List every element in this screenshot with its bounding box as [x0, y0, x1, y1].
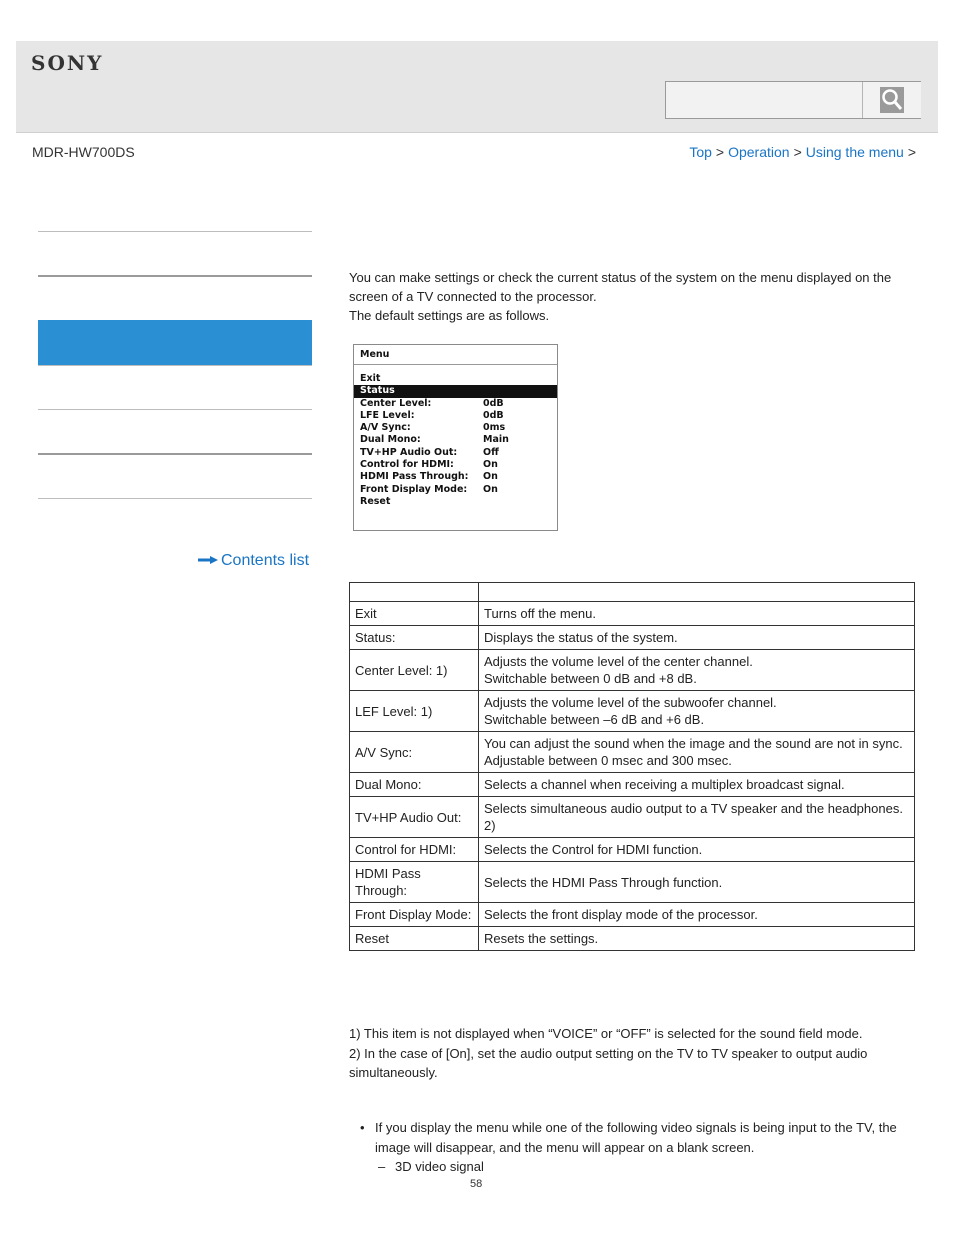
sidebar-item[interactable] [38, 275, 312, 320]
menu-screen-row: LFE Level: 0dB [360, 409, 504, 421]
table-row [350, 927, 915, 951]
note-subitem [375, 1157, 915, 1177]
menu-screen-divider [354, 364, 557, 365]
table-cell-description: Resets the settings. [479, 927, 915, 951]
table-row [350, 862, 915, 903]
menu-screen-row: Exit [360, 373, 381, 384]
sidebar-item[interactable] [38, 453, 312, 498]
table-row [350, 797, 915, 838]
sidebar-item[interactable] [38, 365, 312, 409]
sidebar-item-active[interactable] [38, 320, 312, 365]
menu-screen-row: Dual Mono: Main [360, 434, 509, 446]
note-bullet-item [360, 1118, 915, 1177]
site-header [16, 41, 938, 133]
menu-screen-row: Front Display Mode: On [360, 483, 498, 495]
sidebar-divider [38, 498, 312, 499]
search-box [665, 81, 921, 119]
intro-defaults: The default settings are as follows. [349, 308, 550, 323]
table-cell-description: You can adjust the sound when the image and the sound are not in sync. Adjustable between 0 msec and 300 msec. [479, 732, 915, 773]
page-number: 58 [470, 1178, 483, 1190]
footnote-1: 1) This item is not displayed when “VOICE” or “OFF” is selected for the sound field mode. [349, 1026, 863, 1041]
dash-icon: – [378, 1159, 386, 1174]
table-cell-item: LEF Level: 1) [350, 691, 479, 732]
table-row [350, 626, 915, 650]
breadcrumb-separator: > [715, 144, 725, 160]
table-header-row [350, 583, 915, 602]
breadcrumb-operation[interactable]: Operation [728, 144, 790, 160]
table-cell-item: Exit [350, 602, 479, 626]
menu-screen-row: Reset [360, 495, 391, 507]
model-name: MDR-HW700DS [32, 144, 135, 160]
table-cell-item: Front Display Mode: [350, 903, 479, 927]
note-text: If you display the menu while one of the following video signals is being input to the TV, the image will disappear, and the menu will appear on a blank screen. [375, 1120, 897, 1155]
table-cell-description: Adjusts the volume level of the center channel. Switchable between 0 dB and +8 dB. [479, 650, 915, 691]
table-row [350, 691, 915, 732]
contents-list-label: Contents list [221, 552, 310, 569]
table-cell-item: Control for HDMI: [350, 838, 479, 862]
menu-screen-row-selected: Status [354, 385, 557, 397]
breadcrumb-using-the-menu[interactable]: Using the menu [805, 144, 904, 160]
table-row [350, 773, 915, 797]
breadcrumb-top[interactable]: Top [689, 144, 712, 160]
menu-screen-row: A/V Sync: 0ms [360, 422, 506, 434]
sidebar-nav [38, 231, 312, 499]
breadcrumb [689, 144, 920, 160]
table-row [350, 650, 915, 691]
footnote-2: 2) In the case of [On], set the audio output setting on the TV to TV speaker to output audio simultaneously. [349, 1045, 868, 1080]
note-subitem-text: 3D video signal [395, 1159, 484, 1174]
bullet-icon: • [360, 1120, 365, 1135]
table-cell-item: HDMI Pass Through: [350, 862, 479, 903]
table-cell-item: A/V Sync: [350, 732, 479, 773]
breadcrumb-separator: > [907, 144, 916, 160]
sony-logo[interactable]: SONY [31, 51, 104, 75]
table-cell-description: Turns off the menu. [479, 602, 915, 626]
table-cell-item: TV+HP Audio Out: [350, 797, 479, 838]
table-cell-description: Adjusts the volume level of the subwoofer channel. Switchable between –6 dB and +6 dB. [479, 691, 915, 732]
menu-screen-row: Control for HDMI: On [360, 459, 498, 471]
search-icon [880, 87, 904, 113]
settings-table [349, 582, 915, 951]
sidebar-item[interactable] [38, 231, 312, 275]
menu-screen-title: Menu [360, 349, 390, 360]
table-row [350, 903, 915, 927]
intro-paragraph: You can make settings or check the current status of the system on the menu displayed on the screen of a TV connected to the processor. [349, 270, 892, 304]
table-cell-description: Selects the HDMI Pass Through function. [479, 862, 915, 903]
table-cell-description: Displays the status of the system. [479, 626, 915, 650]
menu-screen-row: TV+HP Audio Out: Off [360, 446, 499, 458]
table-row [350, 838, 915, 862]
menu-screen-row: HDMI Pass Through: On [360, 471, 498, 483]
intro-text [349, 268, 915, 325]
table-header-description [479, 583, 915, 602]
table-cell-item: Status: [350, 626, 479, 650]
table-cell-description: Selects the front display mode of the processor. [479, 903, 915, 927]
footnotes [349, 1024, 915, 1083]
arrow-right-icon [198, 556, 218, 564]
search-button[interactable] [862, 82, 921, 118]
menu-screen-image [353, 344, 558, 531]
breadcrumb-separator: > [793, 144, 802, 160]
sidebar-item[interactable] [38, 409, 312, 453]
table-cell-item: Dual Mono: [350, 773, 479, 797]
table-cell-item: Center Level: 1) [350, 650, 479, 691]
search-input[interactable] [666, 82, 861, 118]
table-cell-description: Selects the Control for HDMI function. [479, 838, 915, 862]
table-row [350, 602, 915, 626]
table-cell-item: Reset [350, 927, 479, 951]
table-cell-description: Selects simultaneous audio output to a TV speaker and the headphones. 2) [479, 797, 915, 838]
contents-list-link[interactable] [198, 552, 309, 570]
table-row [350, 732, 915, 773]
notes-section [360, 1118, 915, 1177]
table-cell-description: Selects a channel when receiving a multiplex broadcast signal. [479, 773, 915, 797]
menu-screen-row: Center Level: 0dB [360, 397, 504, 409]
menu-screen-list [354, 373, 557, 508]
table-header-item [350, 583, 479, 602]
